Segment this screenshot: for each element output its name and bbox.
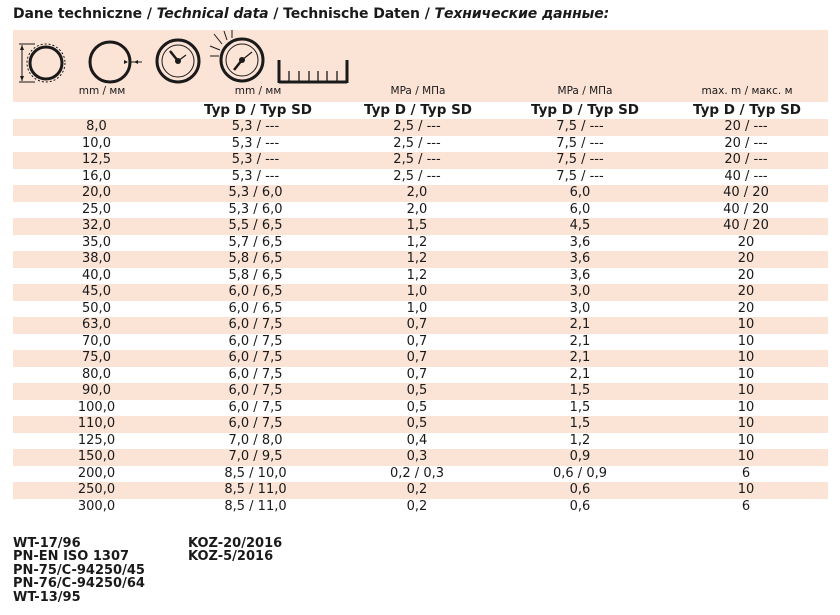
cell-wall-thickness: 5,7 / 6,5 — [228, 234, 283, 250]
cell-diameter: 50,0 — [82, 300, 111, 316]
cell-diameter: 20,0 — [13, 185, 183, 202]
cell-working-pressure: 1,2 — [338, 251, 498, 268]
cell-max-length: 10 — [666, 317, 828, 334]
subheader-wall-thickness: Typ D / Typ SD — [203, 102, 313, 118]
cell-max-length: 10 — [737, 333, 755, 349]
cell-max-length: 10 — [666, 416, 828, 433]
standards-left — [13, 537, 145, 604]
standards-right — [188, 537, 282, 564]
cell-diameter: 70,0 — [82, 333, 111, 349]
cell-burst-pressure: 0,6 — [498, 482, 666, 499]
subheader-working-pressure: Typ D / Typ SD — [363, 102, 473, 118]
cell-diameter: 110,0 — [13, 416, 183, 433]
cell-working-pressure: 0,2 / 0,3 — [390, 465, 444, 481]
cell-burst-pressure: 2,1 — [569, 366, 591, 382]
cell-burst-pressure: 2,1 — [569, 333, 591, 349]
cell-burst-pressure: 3,0 — [569, 300, 591, 316]
cell-burst-pressure: 7,5 / --- — [498, 152, 666, 169]
cell-wall-thickness: 6,0 / 7,5 — [183, 350, 338, 367]
cell-max-length: 6 — [741, 465, 751, 481]
cell-burst-pressure: 1,5 — [498, 416, 666, 433]
cell-max-length: 10 — [666, 383, 828, 400]
subheader-burst-pressure: Typ D / Typ SD — [530, 102, 640, 118]
cell-wall-thickness: 6,0 / 7,5 — [228, 333, 283, 349]
cell-burst-pressure: 1,2 — [569, 432, 591, 448]
cell-max-length: 6 — [741, 498, 751, 514]
cell-diameter: 35,0 — [82, 234, 111, 250]
unit-burst-pressure: MPa / МПа — [557, 85, 613, 97]
cell-burst-pressure: 0,6 — [569, 498, 591, 514]
cell-wall-thickness: 5,3 / --- — [231, 135, 280, 151]
cell-diameter: 250,0 — [13, 482, 183, 499]
table-row — [13, 334, 828, 351]
cell-wall-thickness: 6,0 / 7,5 — [183, 383, 338, 400]
cell-max-length: 20 — [737, 300, 755, 316]
cell-max-length: 40 / 20 — [666, 185, 828, 202]
table-row — [13, 499, 828, 516]
title-pl: Dane techniczne — [13, 6, 143, 22]
cell-diameter: 25,0 — [82, 201, 111, 217]
cell-working-pressure: 0,2 — [406, 498, 428, 514]
cell-max-length: 10 — [666, 482, 828, 499]
cell-max-length: 10 — [737, 432, 755, 448]
cell-max-length: 20 / --- — [724, 135, 768, 151]
table-row — [13, 202, 828, 219]
cell-working-pressure: 0,7 — [338, 350, 498, 367]
cell-diameter: 38,0 — [13, 251, 183, 268]
cell-diameter: 45,0 — [13, 284, 183, 301]
cell-diameter: 100,0 — [77, 399, 116, 415]
cell-wall-thickness: 5,3 / --- — [183, 119, 338, 136]
burst-pressure-gauge-icon — [208, 30, 272, 86]
cell-burst-pressure: 3,0 — [498, 284, 666, 301]
table-row — [13, 367, 828, 384]
wall-thickness-icon — [78, 38, 148, 86]
technical-data-table — [13, 119, 828, 515]
cell-max-length: 20 — [666, 251, 828, 268]
cell-wall-thickness: 7,0 / 9,5 — [183, 449, 338, 466]
cell-burst-pressure: 1,5 — [569, 399, 591, 415]
table-row — [13, 466, 828, 483]
cell-wall-thickness: 6,0 / 7,5 — [228, 399, 283, 415]
cell-working-pressure: 0,3 — [338, 449, 498, 466]
table-row — [13, 317, 828, 334]
cell-burst-pressure: 4,5 — [498, 218, 666, 235]
cell-wall-thickness: 5,5 / 6,5 — [183, 218, 338, 235]
cell-max-length: 10 — [666, 449, 828, 466]
standard-code: WT-17/96 — [13, 536, 81, 551]
table-row — [13, 301, 828, 318]
title-sep-2: / — [273, 6, 279, 22]
cell-max-length: 40 / --- — [724, 168, 768, 184]
cell-burst-pressure: 2,1 — [498, 350, 666, 367]
cell-diameter: 63,0 — [13, 317, 183, 334]
cell-burst-pressure: 3,6 — [569, 234, 591, 250]
cell-max-length: 10 — [737, 366, 755, 382]
table-row — [13, 350, 828, 367]
cell-burst-pressure: 6,0 — [498, 185, 666, 202]
cell-working-pressure: 0,4 — [406, 432, 428, 448]
cell-wall-thickness: 6,0 / 6,5 — [228, 300, 283, 316]
cell-working-pressure: 2,5 / --- — [338, 119, 498, 136]
cell-burst-pressure: 0,6 / 0,9 — [553, 465, 607, 481]
cell-working-pressure: 1,2 — [406, 234, 428, 250]
unit-diameter: mm / мм — [78, 85, 126, 97]
cell-burst-pressure: 0,9 — [498, 449, 666, 466]
unit-wall-thickness: mm / мм — [234, 85, 282, 97]
cell-wall-thickness: 6,0 / 6,5 — [183, 284, 338, 301]
cell-burst-pressure: 2,1 — [498, 317, 666, 334]
standard-code: PN-75/C-94250/45 — [13, 562, 145, 578]
cell-working-pressure: 1,0 — [338, 284, 498, 301]
cell-working-pressure: 0,7 — [406, 366, 428, 382]
length-ruler-icon — [277, 56, 351, 86]
cell-working-pressure: 1,2 — [406, 267, 428, 283]
cell-wall-thickness: 6,0 / 7,5 — [183, 317, 338, 334]
cell-diameter: 90,0 — [13, 383, 183, 400]
table-row — [13, 482, 828, 499]
cell-working-pressure: 2,0 — [406, 201, 428, 217]
cell-wall-thickness: 8,5 / 11,0 — [183, 482, 338, 499]
standard-code: KOZ-20/2016 — [188, 536, 283, 551]
cell-working-pressure: 1,5 — [338, 218, 498, 235]
standard-code: KOZ-5/2016 — [188, 549, 274, 565]
cell-diameter: 75,0 — [13, 350, 183, 367]
cell-diameter: 80,0 — [82, 366, 111, 382]
cell-working-pressure: 1,0 — [406, 300, 428, 316]
table-row — [13, 235, 828, 252]
standard-code: WT-13/95 — [13, 589, 81, 605]
cell-wall-thickness: 7,0 / 8,0 — [228, 432, 283, 448]
table-row — [13, 416, 828, 433]
cell-max-length: 10 — [666, 350, 828, 367]
title-sep-3: / — [424, 6, 430, 22]
cell-wall-thickness: 5,8 / 6,5 — [183, 251, 338, 268]
cell-working-pressure: 2,5 / --- — [338, 152, 498, 169]
table-row — [13, 152, 828, 169]
cell-max-length: 20 / --- — [666, 119, 828, 136]
table-row — [13, 119, 828, 136]
table-row — [13, 218, 828, 235]
cell-working-pressure: 2,0 — [338, 185, 498, 202]
hose-diameter-icon — [13, 40, 73, 86]
cell-diameter: 10,0 — [82, 135, 111, 151]
cell-max-length: 40 / 20 — [666, 218, 828, 235]
cell-max-length: 20 — [737, 234, 755, 250]
cell-wall-thickness: 8,5 / 11,0 — [224, 498, 287, 514]
cell-working-pressure: 2,5 / --- — [393, 135, 441, 151]
cell-max-length: 20 / --- — [666, 152, 828, 169]
table-row — [13, 284, 828, 301]
cell-diameter: 32,0 — [13, 218, 183, 235]
cell-diameter: 300,0 — [77, 498, 116, 514]
cell-max-length: 20 — [737, 267, 755, 283]
cell-max-length: 10 — [737, 399, 755, 415]
cell-diameter: 200,0 — [77, 465, 116, 481]
cell-working-pressure: 2,5 / --- — [393, 168, 441, 184]
cell-working-pressure: 0,5 — [406, 399, 428, 415]
cell-burst-pressure: 7,5 / --- — [556, 168, 604, 184]
cell-max-length: 20 — [666, 284, 828, 301]
table-row — [13, 400, 828, 417]
title-en: Technical data — [156, 6, 269, 22]
table-row — [13, 268, 828, 285]
cell-working-pressure: 0,2 — [338, 482, 498, 499]
cell-diameter: 40,0 — [82, 267, 111, 283]
standard-code: PN-EN ISO 1307 — [13, 549, 130, 565]
cell-wall-thickness: 8,5 / 10,0 — [224, 465, 287, 481]
table-row — [13, 383, 828, 400]
cell-wall-thickness: 5,3 / 6,0 — [228, 201, 283, 217]
table-row — [13, 433, 828, 450]
page-title — [13, 6, 609, 22]
unit-working-pressure: MPa / МПа — [390, 85, 446, 97]
title-sep-1: / — [146, 6, 152, 22]
table-row — [13, 169, 828, 186]
subheader-max-length: Typ D / Typ SD — [692, 102, 802, 118]
cell-max-length: 40 / 20 — [723, 201, 769, 217]
unit-max-length: max. m / макс. м — [701, 85, 793, 97]
table-row — [13, 449, 828, 466]
cell-working-pressure: 0,5 — [338, 416, 498, 433]
cell-wall-thickness: 6,0 / 7,5 — [228, 366, 283, 382]
cell-diameter: 150,0 — [13, 449, 183, 466]
cell-burst-pressure: 7,5 / --- — [556, 135, 604, 151]
table-header-band — [13, 30, 828, 102]
cell-burst-pressure: 7,5 / --- — [498, 119, 666, 136]
standard-code: PN-76/C-94250/64 — [13, 576, 145, 592]
cell-burst-pressure: 3,6 — [498, 251, 666, 268]
cell-working-pressure: 0,7 — [406, 333, 428, 349]
cell-wall-thickness: 5,3 / --- — [231, 168, 280, 184]
cell-diameter: 16,0 — [82, 168, 111, 184]
cell-burst-pressure: 1,5 — [498, 383, 666, 400]
table-row — [13, 136, 828, 153]
cell-wall-thickness: 6,0 / 7,5 — [183, 416, 338, 433]
cell-burst-pressure: 6,0 — [569, 201, 591, 217]
cell-working-pressure: 0,5 — [338, 383, 498, 400]
cell-diameter: 125,0 — [77, 432, 116, 448]
cell-diameter: 8,0 — [13, 119, 183, 136]
title-de: Technische Daten — [283, 6, 420, 22]
cell-diameter: 12,5 — [13, 152, 183, 169]
cell-wall-thickness: 5,3 / 6,0 — [183, 185, 338, 202]
pressure-gauge-icon — [153, 36, 203, 86]
table-row — [13, 185, 828, 202]
cell-wall-thickness: 5,8 / 6,5 — [228, 267, 283, 283]
cell-wall-thickness: 5,3 / --- — [183, 152, 338, 169]
cell-working-pressure: 0,7 — [338, 317, 498, 334]
cell-burst-pressure: 3,6 — [569, 267, 591, 283]
title-ru: Технические данные: — [434, 6, 610, 22]
table-row — [13, 251, 828, 268]
